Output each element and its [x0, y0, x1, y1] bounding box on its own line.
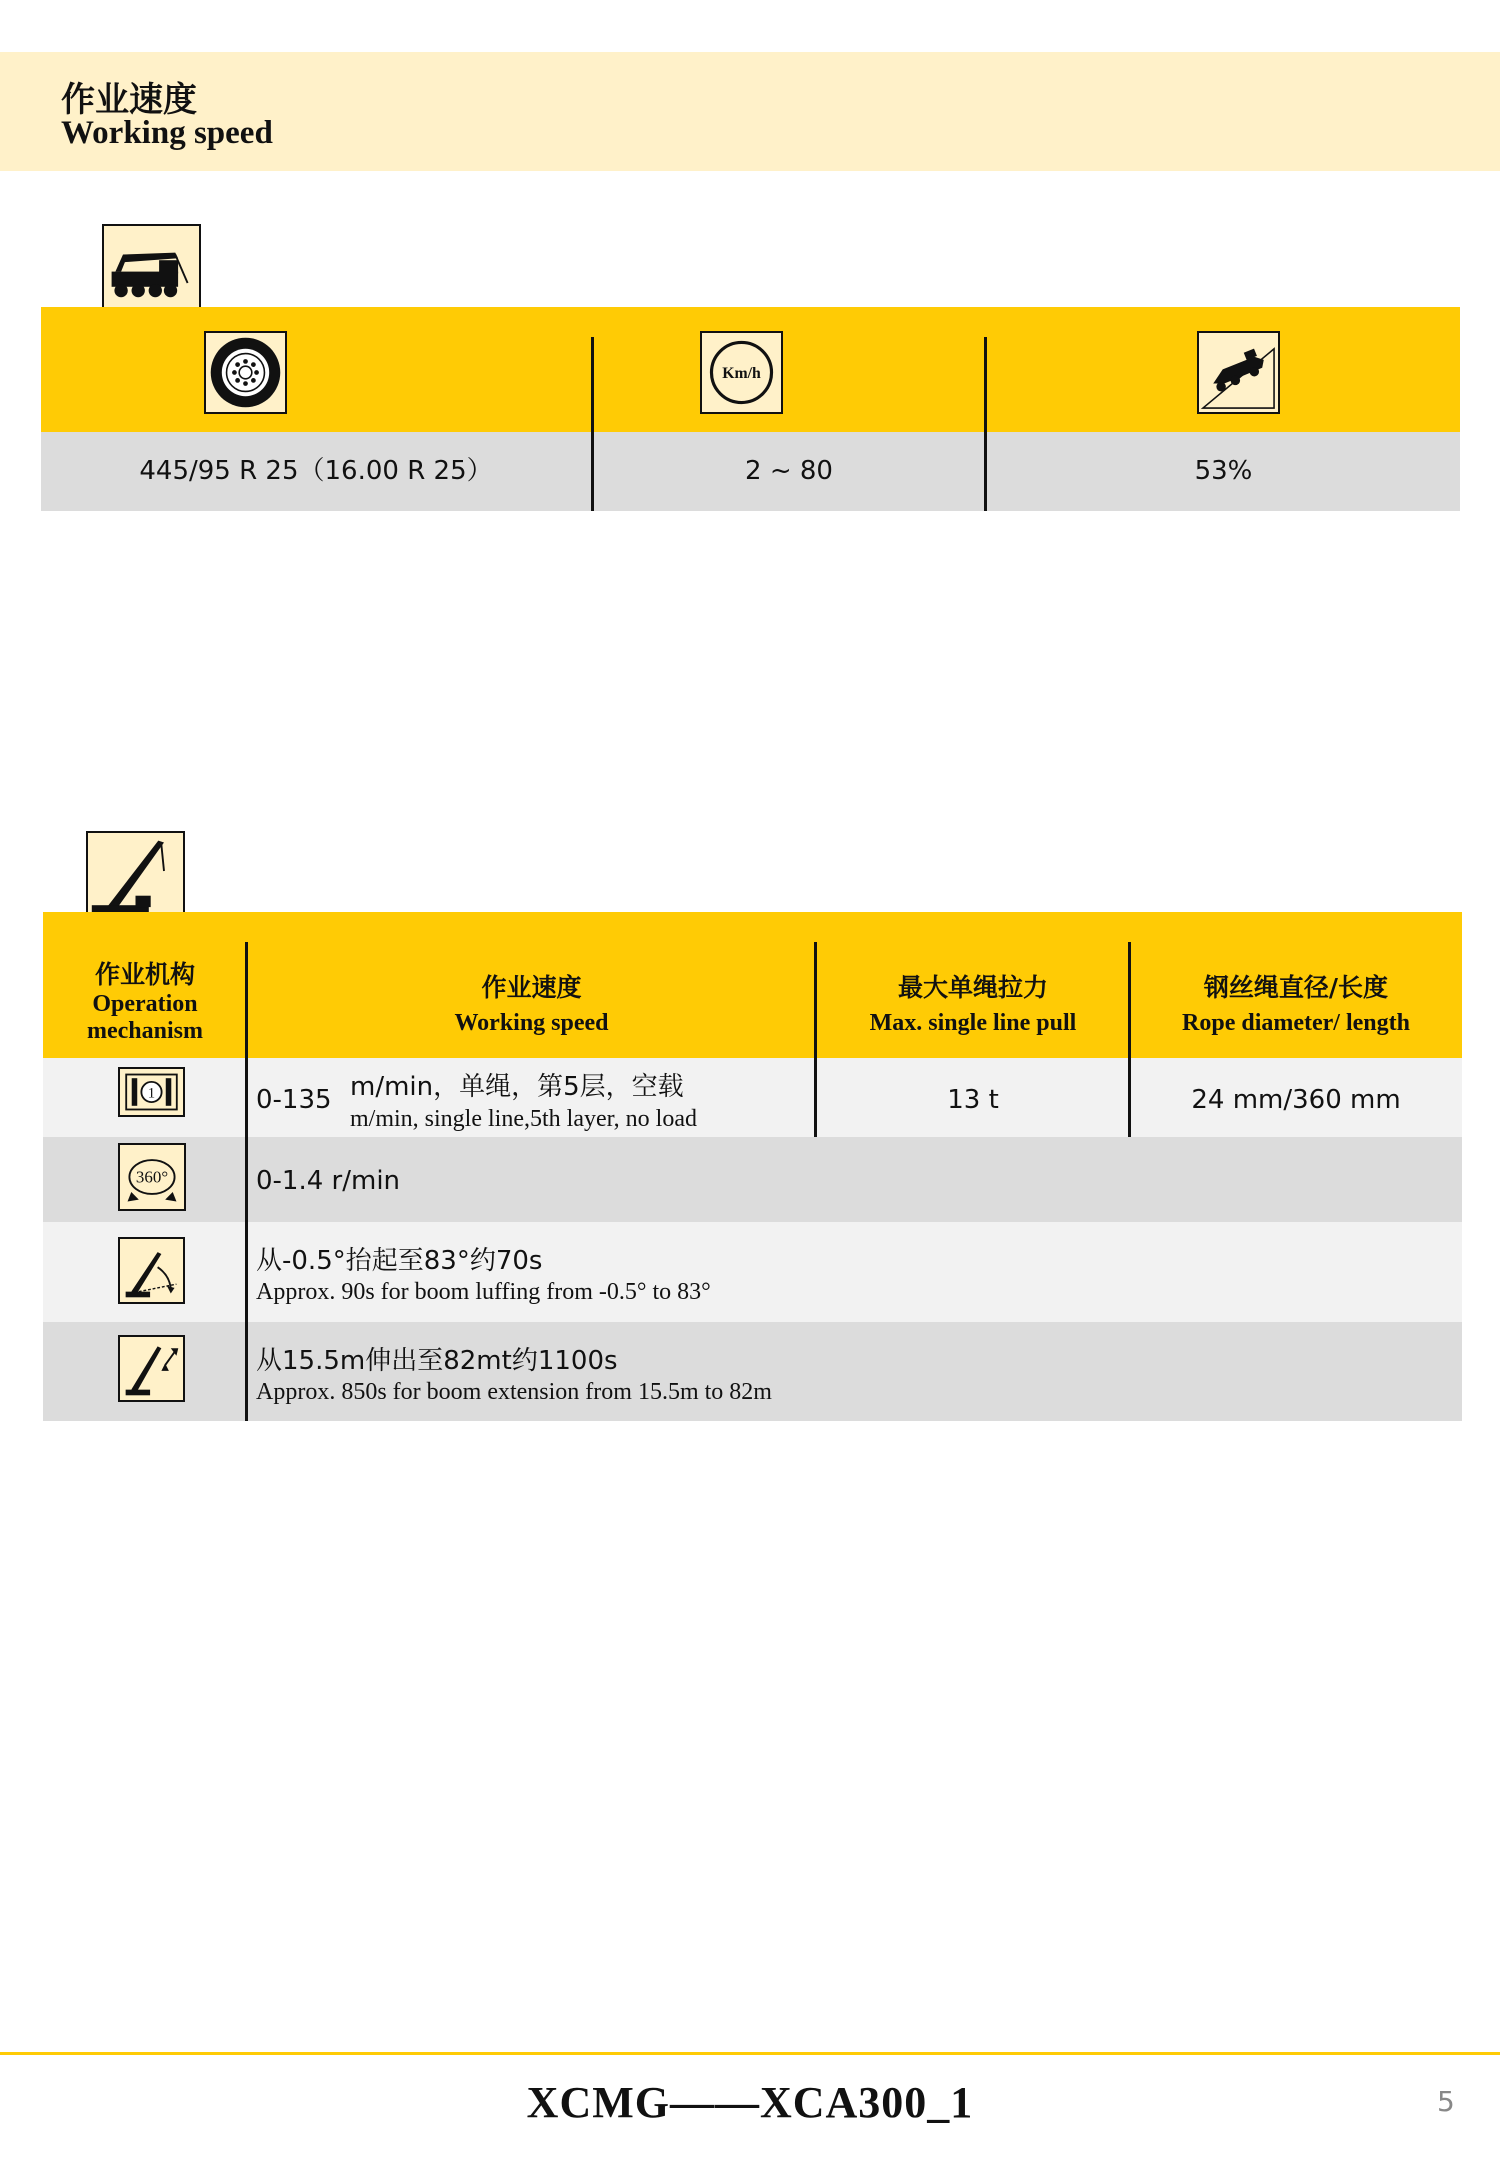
header-working-speed — [247, 968, 816, 1037]
slewing-icon — [118, 1143, 186, 1211]
gradeability-value: 53% — [1194, 456, 1253, 486]
header-pull-en: Max. single line pull — [869, 1010, 1077, 1036]
footer-divider — [0, 2052, 1500, 2055]
section-title-en: Working speed — [61, 115, 273, 151]
section-title-zh: 作业速度 — [61, 80, 197, 120]
header-max-pull — [816, 968, 1130, 1037]
speedometer-icon — [700, 331, 783, 414]
max-pull-value: 13 t — [947, 1085, 999, 1115]
header-rope-en: Rope diameter/ length — [1182, 1010, 1410, 1036]
hoist-speed-value: 0-135 — [256, 1085, 332, 1115]
header-speed-en: Working speed — [454, 1010, 609, 1036]
telescoping-text-en: Approx. 850s for boom extension from 15.5m to 82m — [256, 1379, 772, 1405]
speedometer-label: Km/h — [722, 365, 761, 383]
header-mechanism-zh: 作业机构 — [94, 960, 195, 989]
tire-size-value: 445/95 R 25（16.00 R 25） — [139, 456, 493, 486]
luffing-icon — [118, 1237, 185, 1304]
luffing-text-zh: 从-0.5°抬起至83°约70s — [256, 1246, 543, 1276]
header-mechanism-en: Operation — [92, 991, 198, 1017]
hoist-note-en: m/min, single line,5th layer, no load — [350, 1106, 697, 1132]
travel-speed-value: 2 ~ 80 — [745, 456, 833, 486]
winch-icon — [118, 1067, 185, 1117]
page-number: 5 — [1437, 2085, 1455, 2118]
telescoping-icon — [118, 1335, 185, 1402]
footer-model: XCMG——XCA300_1 — [526, 2078, 974, 2127]
winch-icon-label: 1 — [147, 1085, 156, 1102]
slewing-speed-value: 0-1.4 r/min — [256, 1166, 401, 1196]
telescoping-text-zh: 从15.5m伸出至82mt约1100s — [256, 1346, 618, 1376]
gradeability-icon — [1197, 331, 1280, 414]
section-banner — [0, 52, 1500, 171]
rope-value: 24 mm/360 mm — [1191, 1085, 1401, 1115]
header-rope-zh: 钢丝绳直径/长度 — [1203, 973, 1389, 1002]
luffing-text-en: Approx. 90s for boom luffing from -0.5° to 83° — [256, 1279, 711, 1305]
header-pull-zh: 最大单绳拉力 — [897, 973, 1048, 1002]
header-rope — [1130, 968, 1462, 1037]
header-speed-zh: 作业速度 — [481, 973, 582, 1002]
tire-icon — [204, 331, 287, 414]
table-divider — [245, 942, 248, 1421]
header-mechanism — [43, 955, 247, 1045]
hoist-note-zh: m/min，单绳，第5层，空载 — [350, 1072, 684, 1102]
slewing-icon-label: 360° — [135, 1167, 169, 1187]
header-mechanism-en: mechanism — [87, 1018, 203, 1044]
